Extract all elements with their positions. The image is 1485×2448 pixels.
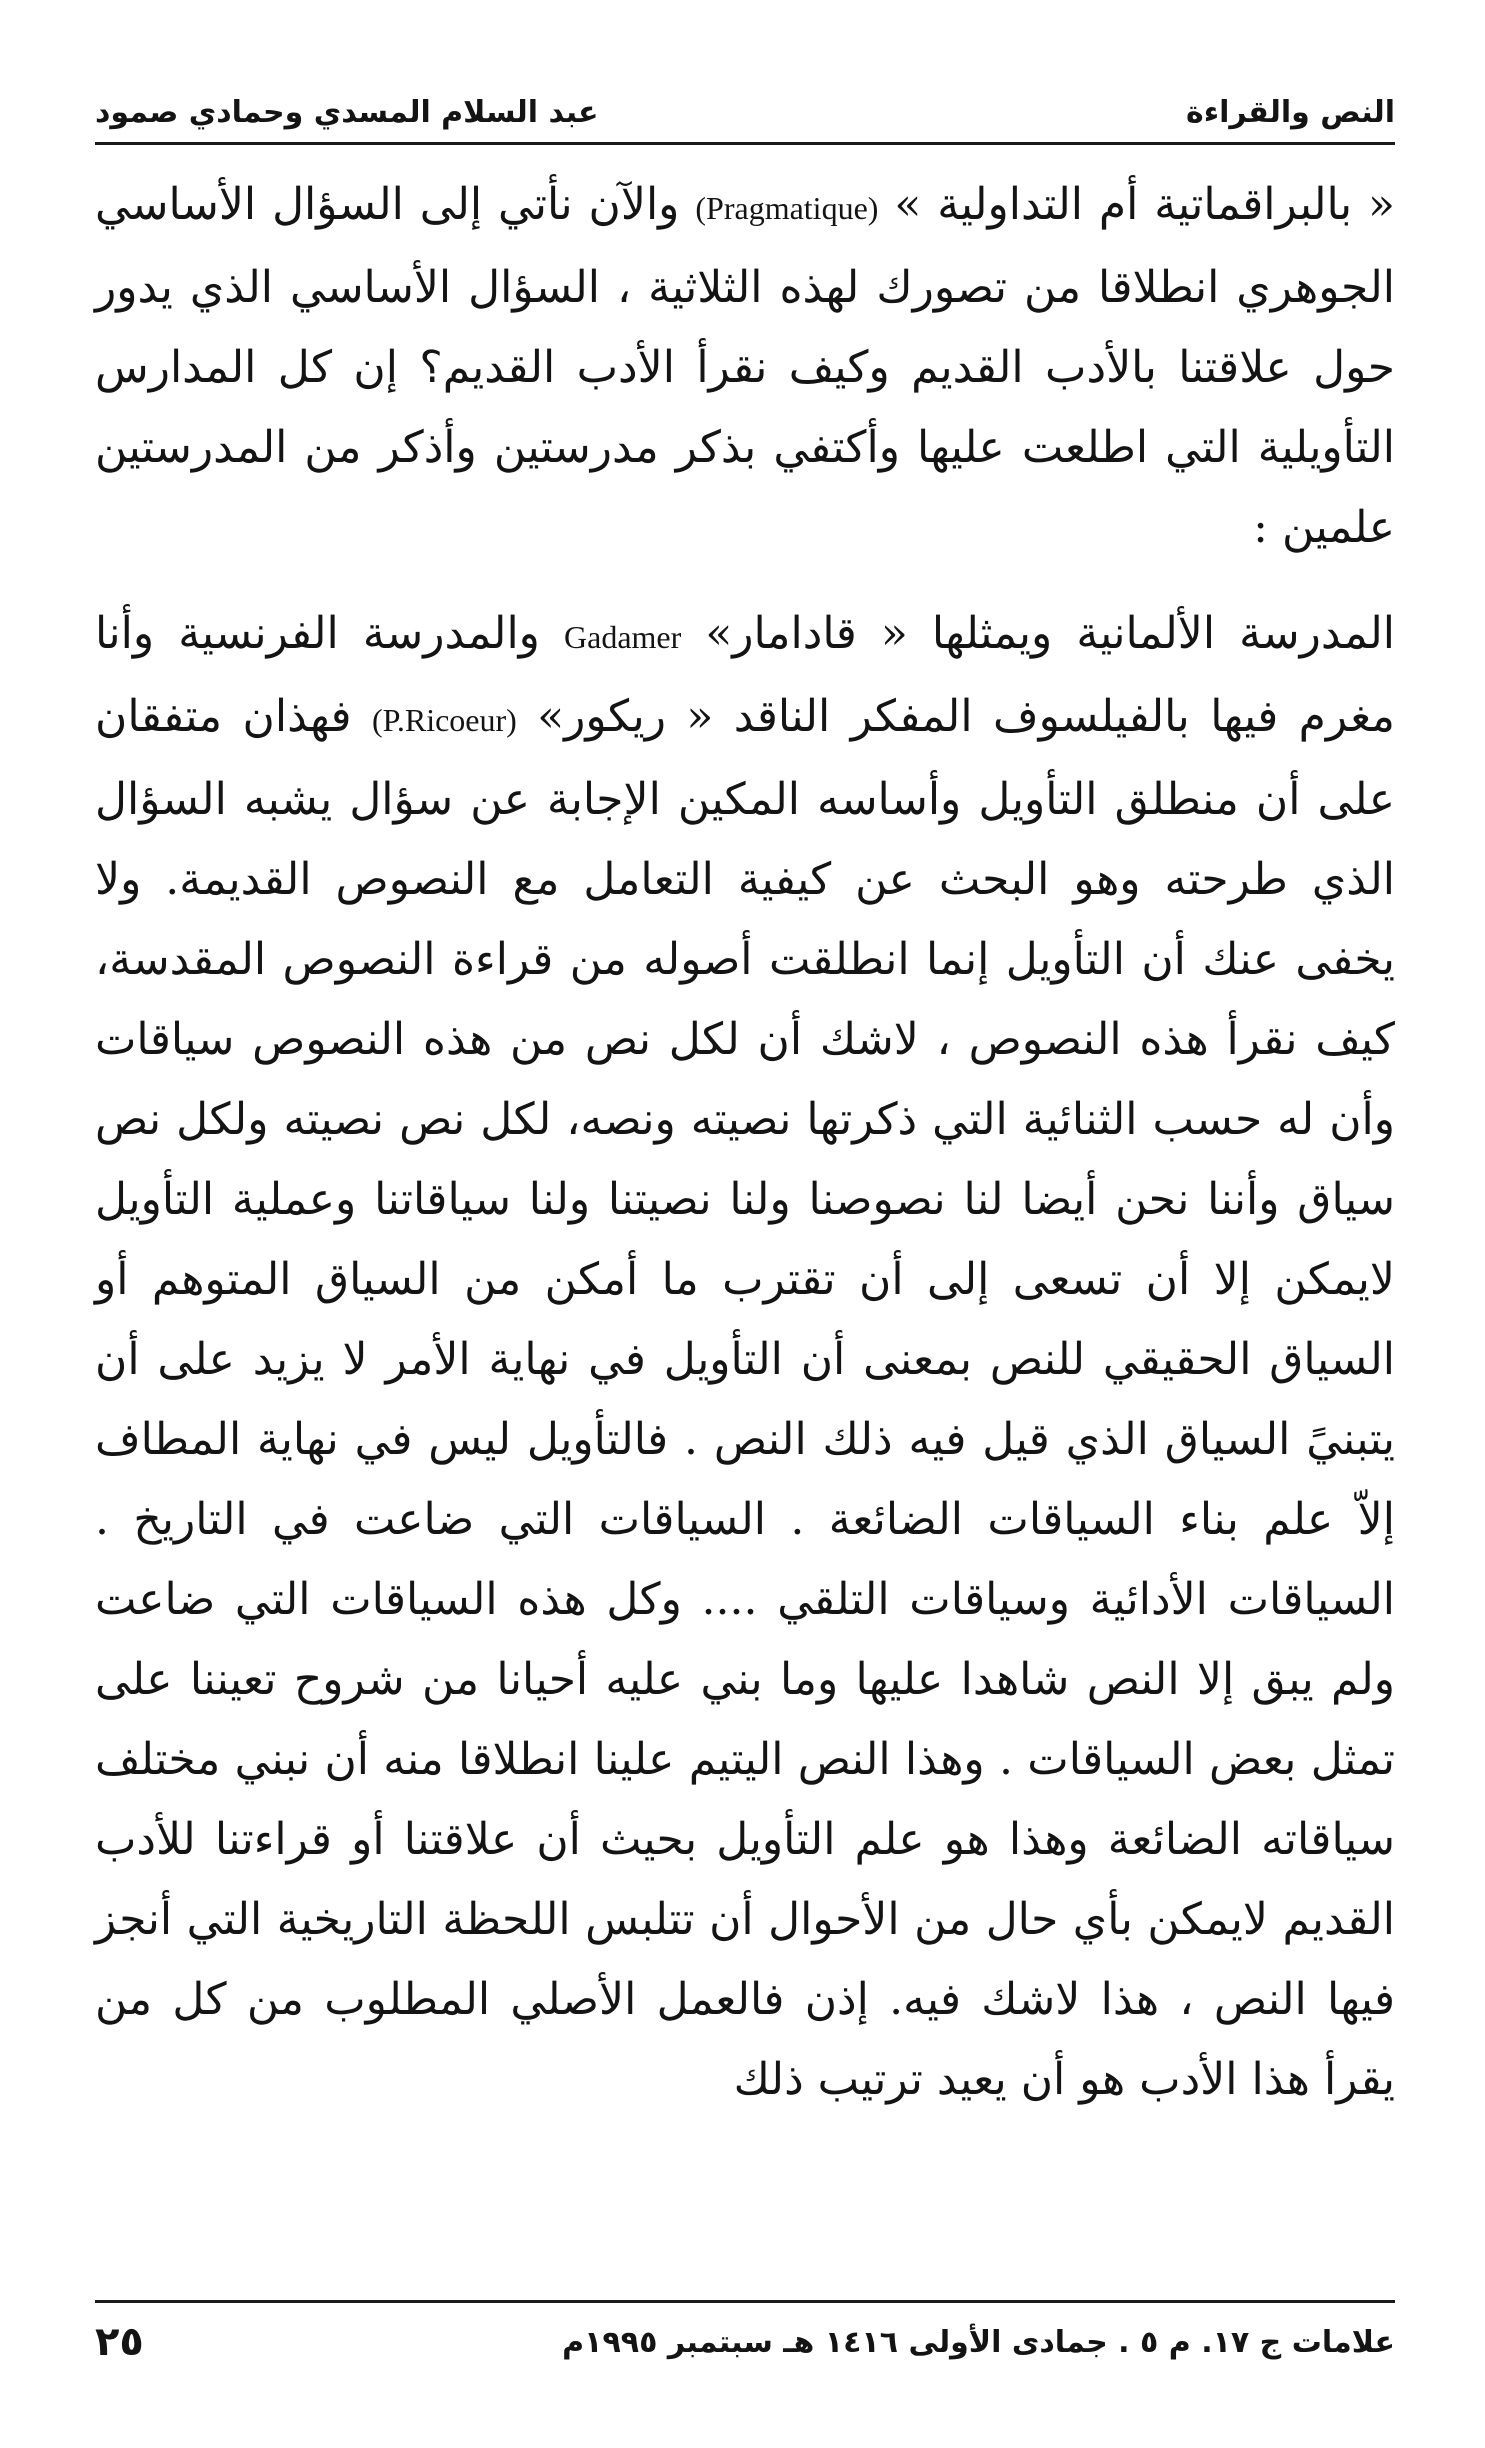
term-gadamer: Gadamer <box>564 619 682 655</box>
paragraph-2-text-b: والمدرسة الفرنسية وأنا مغرم فيها بالفيلسوف المفكر الناقد « ريكور» <box>95 608 1395 742</box>
paragraph-1-text-b: والآن نأتي إلى السؤال الأساسي الجوهري انطلاقا من تصورك لهذه الثلاثية ، السؤال الأساسي الذي يدور حول علاقتنا بالأدب القديم وكيف نقرأ الأدب القديم؟ إن كل المدارس التأويلية التي اطلعت عليها وأكتفي بذكر مدرستين وأذكر من المدرستين علمين : <box>95 179 1395 553</box>
section-title: النص والقراءة <box>1186 95 1395 130</box>
body-text <box>95 165 1395 2120</box>
journal-issue-info: علامات ج ١٧. م ٥ . جمادى الأولى ١٤١٦ هـ سبتمبر ١٩٩٥م <box>562 2324 1395 2360</box>
term-pragmatique: (Pragmatique) <box>695 190 879 226</box>
footer-rule <box>95 2300 1395 2303</box>
page-number: ٢٥ <box>95 2319 144 2365</box>
term-ricoeur: (P.Ricoeur) <box>371 702 517 738</box>
paragraph-2 <box>95 594 1395 2120</box>
running-header <box>95 70 1395 130</box>
author-names: عبد السلام المسدي وحمادي صمود <box>95 95 599 130</box>
running-footer <box>95 2312 1395 2372</box>
paragraph-1 <box>95 165 1395 568</box>
paragraph-1-text-a: « بالبراقماتية أم التداولية » <box>878 179 1395 230</box>
header-rule <box>95 142 1395 145</box>
paragraph-2-text-a: المدرسة الألمانية ويمثلها « قادامار» <box>681 608 1396 659</box>
paragraph-2-text-c: فهذان متفقان على أن منطلق التأويل وأساسه المكين الإجابة عن سؤال يشبه السؤال الذي طرحته وهو البحث عن كيفية التعامل مع النصوص القديمة. ولا يخفى عنك أن التأويل إنما انطلقت أصوله من قراءة النصوص المقدسة، كيف نقرأ هذه النصوص ، لاشك أن لكل نص من هذه النصوص سياقات وأن له حسب الثنائية التي ذكرتها نصيته ونصه، لكل نص نصيته ولكل نص سياق وأننا نحن أيضا لنا نصوصنا ولنا نصيتنا ولنا سياقاتنا وعملية التأويل لايمكن إلا أن تسعى إلى أن تقترب ما أمكن من السياق المتوهم أو السياق الحقيقي للنص بمعنى أن التأويل في نهاية الأمر لا يزيد على أن يتبنيً السياق الذي قيل فيه ذلك النص . فالتأويل ليس في نهاية المطاف إلاّ علم بناء السياقات الضائعة . السياقات التي ضاعت في التاريخ . السياقات الأدائية وسياقات التلقي .... وكل هذه السياقات التي ضاعت ولم يبق إلا النص شاهدا عليها وما بني عليه أحيانا من شروح تعيننا على تمثل بعض السياقات . وهذا النص اليتيم علينا انطلاقا منه أن نبني مختلف سياقاته الضائعة وهذا هو علم التأويل بحيث أن علاقتنا أو قراءتنا للأدب القديم لايمكن بأي حال من الأحوال أن تتلبس اللحظة التاريخية التي أنجز فيها النص ، هذا لاشك فيه. إذن فالعمل الأصلي المطلوب من كل من يقرأ هذا الأدب هو أن يعيد ترتيب ذلك <box>95 691 1396 2105</box>
